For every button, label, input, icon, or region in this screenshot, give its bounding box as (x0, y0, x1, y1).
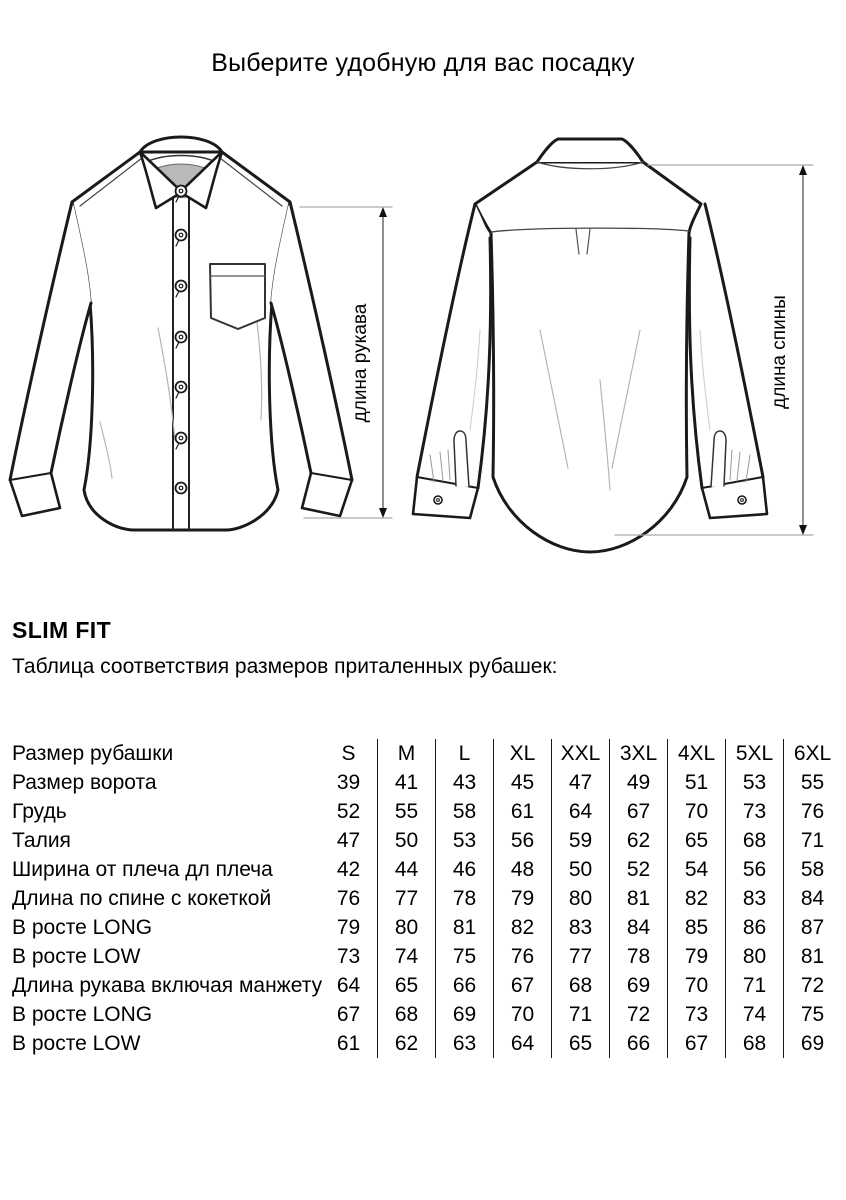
size-cell: 69 (436, 1000, 494, 1029)
size-cell: 64 (552, 797, 610, 826)
size-cell: 63 (436, 1029, 494, 1058)
size-cell: 52 (336, 799, 361, 823)
size-cell: 79 (336, 915, 361, 939)
back-left-sleeve (413, 204, 491, 518)
collar-outer-edge (140, 137, 222, 152)
back-length-label: длина спины (769, 295, 790, 409)
size-cell: 80 (552, 884, 610, 913)
size-cell: 82 (494, 913, 552, 942)
size-cell: 54 (668, 855, 726, 884)
size-cell: 66 (436, 971, 494, 1000)
size-cell: 44 (378, 855, 436, 884)
size-cell: 79 (494, 884, 552, 913)
size-cell: 50 (378, 826, 436, 855)
sleeve-length-label: длина рукава (350, 303, 371, 423)
size-cell: 75 (436, 942, 494, 971)
size-cell: 83 (552, 913, 610, 942)
size-cell: 82 (668, 884, 726, 913)
size-cell: 70 (668, 971, 726, 1000)
size-cell: 80 (378, 913, 436, 942)
size-cell: 6XL (784, 739, 842, 768)
size-cell: 78 (610, 942, 668, 971)
size-cell: 62 (610, 826, 668, 855)
front-right-sleeve (271, 202, 352, 516)
size-cell: 71 (552, 1000, 610, 1029)
size-cell: 39 (336, 770, 361, 794)
table-row (12, 855, 841, 884)
size-cell: L (436, 739, 494, 768)
size-cell: 47 (552, 768, 610, 797)
size-cell: 47 (336, 828, 361, 852)
size-cell: 58 (436, 797, 494, 826)
size-cell: 70 (668, 797, 726, 826)
size-cell: 43 (436, 768, 494, 797)
size-cell: XL (494, 739, 552, 768)
size-cell: 42 (336, 857, 361, 881)
row-label: Размер рубашки (12, 741, 174, 765)
size-cell: 62 (378, 1029, 436, 1058)
size-cell: 59 (552, 826, 610, 855)
size-cell: 80 (726, 942, 784, 971)
size-cell: 87 (784, 913, 842, 942)
table-row (12, 942, 841, 971)
row-label: Ширина от плеча дл плеча (12, 857, 273, 881)
size-cell: 65 (378, 971, 436, 1000)
size-cell: 46 (436, 855, 494, 884)
size-cell: 67 (668, 1029, 726, 1058)
size-cell: 81 (784, 942, 842, 971)
size-cell: 79 (668, 942, 726, 971)
size-cell: 65 (668, 826, 726, 855)
size-cell: 64 (336, 973, 361, 997)
size-cell: 70 (494, 1000, 552, 1029)
size-cell: 84 (610, 913, 668, 942)
size-cell: 53 (436, 826, 494, 855)
size-cell: 67 (336, 1002, 361, 1026)
size-cell: 67 (610, 797, 668, 826)
size-cell: 48 (494, 855, 552, 884)
size-cell: 66 (610, 1029, 668, 1058)
size-cell: 72 (784, 971, 842, 1000)
size-cell: 68 (378, 1000, 436, 1029)
back-right-cuff-button (738, 496, 746, 504)
size-cell: 41 (378, 768, 436, 797)
size-cell: 61 (336, 1031, 361, 1055)
size-cell: S (341, 741, 356, 765)
size-cell: 53 (726, 768, 784, 797)
section-subtitle: Таблица соответствия размеров приталенных рубашек: (12, 655, 558, 678)
size-cell: 56 (726, 855, 784, 884)
size-cell: 68 (726, 1029, 784, 1058)
size-cell: 69 (784, 1029, 842, 1058)
row-label: Длина по спине с кокеткой (12, 886, 272, 910)
size-cell: 56 (494, 826, 552, 855)
size-cell: 73 (726, 797, 784, 826)
size-header-row (12, 739, 841, 768)
row-label: В росте LOW (12, 1031, 141, 1055)
size-cell: 68 (552, 971, 610, 1000)
size-cell: 4XL (668, 739, 726, 768)
row-label: В росте LONG (12, 1002, 153, 1026)
table-row (12, 768, 841, 797)
section-heading-slim-fit: SLIM FIT (12, 617, 112, 643)
size-cell: 78 (436, 884, 494, 913)
table-row (12, 826, 841, 855)
row-label: Талия (12, 828, 71, 852)
size-cell: 81 (610, 884, 668, 913)
size-cell: 58 (784, 855, 842, 884)
size-cell: 83 (726, 884, 784, 913)
size-cell: XXL (552, 739, 610, 768)
button (176, 483, 187, 494)
table-row (12, 1000, 841, 1029)
table-row (12, 971, 841, 1000)
size-cell: M (378, 739, 436, 768)
size-cell: 74 (378, 942, 436, 971)
size-cell: 64 (494, 1029, 552, 1058)
row-label: Размер ворота (12, 770, 157, 794)
size-cell: 77 (378, 884, 436, 913)
size-cell: 73 (668, 1000, 726, 1029)
table-row (12, 1029, 841, 1058)
row-label: Длина рукава включая манжету (12, 973, 323, 997)
size-cell: 49 (610, 768, 668, 797)
size-cell: 85 (668, 913, 726, 942)
size-cell: 3XL (610, 739, 668, 768)
size-cell: 67 (494, 971, 552, 1000)
size-cell: 86 (726, 913, 784, 942)
size-cell: 52 (610, 855, 668, 884)
size-cell: 76 (784, 797, 842, 826)
size-cell: 69 (610, 971, 668, 1000)
back-body (475, 162, 701, 552)
page-title: Выберите удобную для вас посадку (211, 49, 635, 77)
size-cell: 75 (784, 1000, 842, 1029)
size-cell: 71 (726, 971, 784, 1000)
shirt-front-illustration (10, 137, 352, 530)
shirt-back-illustration (413, 139, 767, 552)
row-label: В росте LONG (12, 915, 153, 939)
size-cell: 5XL (726, 739, 784, 768)
table-row (12, 913, 841, 942)
row-label: Грудь (12, 799, 67, 823)
size-cell: 84 (784, 884, 842, 913)
size-cell: 68 (726, 826, 784, 855)
size-cell: 71 (784, 826, 842, 855)
back-left-cuff-button (434, 496, 442, 504)
size-cell: 61 (494, 797, 552, 826)
size-cell: 76 (494, 942, 552, 971)
size-cell: 73 (336, 944, 361, 968)
table-row (12, 797, 841, 826)
size-cell: 74 (726, 1000, 784, 1029)
size-cell: 55 (378, 797, 436, 826)
size-cell: 81 (436, 913, 494, 942)
size-cell: 65 (552, 1029, 610, 1058)
row-label: В росте LOW (12, 944, 141, 968)
size-cell: 50 (552, 855, 610, 884)
size-table (12, 739, 841, 1058)
table-row (12, 884, 841, 913)
chest-pocket (210, 264, 265, 329)
size-cell: 45 (494, 768, 552, 797)
size-cell: 77 (552, 942, 610, 971)
size-cell: 76 (336, 886, 361, 910)
size-cell: 51 (668, 768, 726, 797)
size-cell: 72 (610, 1000, 668, 1029)
size-cell: 55 (784, 768, 842, 797)
back-right-sleeve (689, 204, 767, 518)
